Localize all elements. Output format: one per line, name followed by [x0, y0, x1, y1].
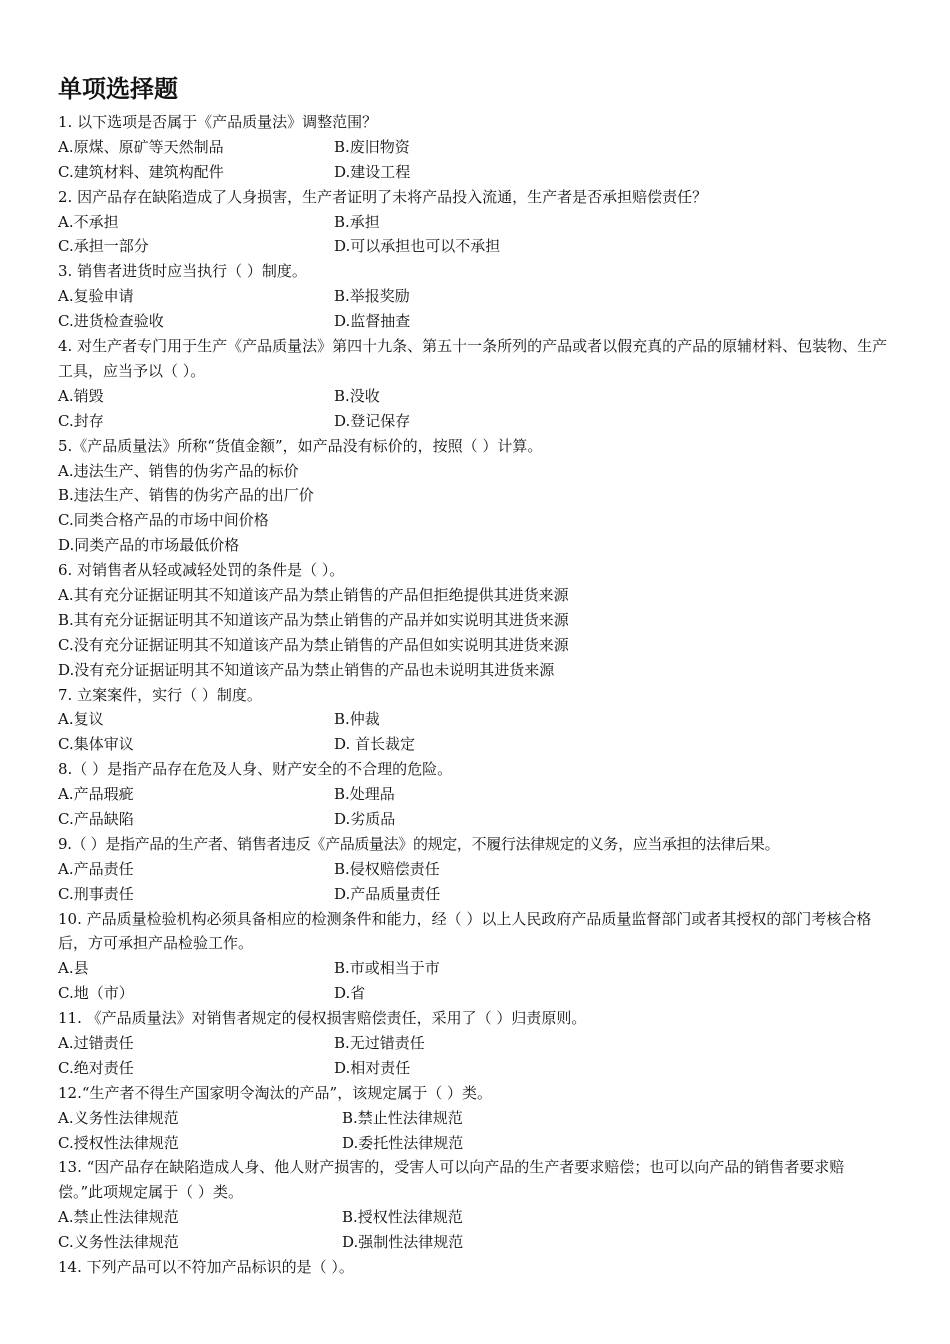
question-10-options-ab: [58, 956, 888, 981]
option-b: B.违法生产、销售的伪劣产品的出厂价: [58, 486, 314, 505]
question-10-options-cd: [58, 981, 888, 1006]
option-c: C.进货检查验收: [58, 312, 164, 331]
option-c: C.刑事责任: [58, 884, 134, 903]
question-10-stem: 10. 产品质量检验机构必须具备相应的检测条件和能力，经（ ）以上人民政府产品质量监督部门或者其授权的部门考核合格后，方可承担产品检验工作。: [58, 909, 872, 953]
question-5-stem: 5.《产品质量法》所称“货值金额”，如产品没有标价的，按照（ ）计算。: [58, 436, 543, 455]
option-a: A.县: [58, 959, 89, 978]
question-3-options-cd: [58, 309, 888, 334]
question-2-options-cd: [58, 234, 888, 259]
option-c: C.封存: [58, 411, 104, 430]
question-8-options-ab: [58, 782, 888, 807]
option-a: A.原煤、原矿等天然制品: [58, 137, 224, 156]
option-d: D. 首长裁定: [334, 735, 416, 754]
question-9-options-cd: [58, 882, 888, 907]
option-c: C.地（市）: [58, 984, 134, 1003]
option-b: B.没收: [334, 386, 380, 405]
option-d: D.可以承担也可以不承担: [334, 237, 501, 256]
question-3-options-ab: [58, 284, 888, 309]
question-sheet: [58, 70, 888, 1280]
question-13-options-cd: [58, 1230, 888, 1255]
question-8-options-cd: [58, 807, 888, 832]
question-4-options-ab: [58, 384, 888, 409]
option-b: B.废旧物资: [334, 137, 410, 156]
option-d: D.劣质品: [334, 809, 396, 828]
option-c: C.集体审议: [58, 735, 134, 754]
section-title: 单项选择题: [58, 75, 178, 103]
option-a: A.违法生产、销售的伪劣产品的标价: [58, 461, 299, 480]
option-c: C.绝对责任: [58, 1058, 134, 1077]
option-a: A.复议: [58, 710, 104, 729]
question-7-stem: 7. 立案案件，实行（ ）制度。: [58, 685, 262, 704]
option-c: C.产品缺陷: [58, 809, 134, 828]
option-c: C.授权性法律规范: [58, 1133, 179, 1152]
question-7-options-cd: [58, 732, 888, 757]
option-d: D.产品质量责任: [334, 884, 441, 903]
question-8-stem: 8.（ ）是指产品存在危及人身、财产安全的不合理的危险。: [58, 760, 453, 779]
option-a: A.不承担: [58, 212, 119, 231]
option-a: A.销毁: [58, 386, 104, 405]
option-a: A.义务性法律规范: [58, 1108, 179, 1127]
option-a: A.其有充分证据证明其不知道该产品为禁止销售的产品但拒绝提供其进货来源: [58, 585, 569, 604]
question-12-stem: 12.“生产者不得生产国家明令淘汰的产品”，该规定属于（ ）类。: [58, 1083, 492, 1102]
option-c: C.义务性法律规范: [58, 1233, 179, 1252]
option-c: C.承担一部分: [58, 237, 149, 256]
option-b: B.承担: [334, 212, 380, 231]
question-4-stem: 4. 对生产者专门用于生产《产品质量法》第四十九条、第五十一条所列的产品或者以假充真的产品的原辅材料、包装物、生产工具，应当予以（ ）。: [58, 337, 888, 380]
question-7-options-ab: [58, 707, 888, 732]
option-b: B.仲裁: [334, 710, 380, 729]
option-c: C.没有充分证据证明其不知道该产品为禁止销售的产品但如实说明其进货来源: [58, 635, 569, 654]
option-d: D.省: [334, 984, 366, 1003]
option-a: A.过错责任: [58, 1034, 134, 1053]
option-d: D.建设工程: [334, 162, 411, 181]
option-b: B.无过错责任: [334, 1034, 425, 1053]
option-b: B.其有充分证据证明其不知道该产品为禁止销售的产品并如实说明其进货来源: [58, 610, 569, 629]
option-a: A.产品责任: [58, 859, 134, 878]
question-12-options-ab: [58, 1106, 888, 1131]
question-12-options-cd: [58, 1131, 888, 1156]
option-a: A.产品瑕疵: [58, 785, 134, 804]
question-1-options-cd: [58, 160, 888, 185]
option-d: D.没有充分证据证明其不知道该产品为禁止销售的产品也未说明其进货来源: [58, 660, 555, 679]
question-11-options-ab: [58, 1031, 888, 1056]
option-d: D.同类产品的市场最低价格: [58, 536, 240, 555]
option-b: B.处理品: [334, 785, 395, 804]
option-b: B.举报奖励: [334, 287, 410, 306]
option-a: A.禁止性法律规范: [58, 1208, 179, 1227]
question-13-options-ab: [58, 1205, 888, 1230]
option-b: B.市或相当于市: [334, 959, 440, 978]
option-c: C.同类合格产品的市场中间价格: [58, 511, 269, 530]
option-d: D.委托性法律规范: [342, 1133, 464, 1152]
option-d: D.监督抽查: [334, 312, 411, 331]
question-6-stem: 6. 对销售者从轻或减轻处罚的条件是（ ）。: [58, 561, 345, 580]
question-9-stem: 9.（ ）是指产品的生产者、销售者违反《产品质量法》的规定，不履行法律规定的义务，应当承担的法律后果。: [58, 834, 780, 853]
option-a: A.复验申请: [58, 287, 134, 306]
question-2-options-ab: [58, 210, 888, 235]
question-9-options-ab: [58, 857, 888, 882]
option-b: B.禁止性法律规范: [342, 1108, 463, 1127]
option-d: D.登记保存: [334, 411, 411, 430]
question-3-stem: 3. 销售者进货时应当执行（ ）制度。: [58, 262, 307, 281]
option-b: B.侵权赔偿责任: [334, 859, 440, 878]
question-2-stem: 2. 因产品存在缺陷造成了人身损害，生产者证明了未将产品投入流通，生产者是否承担赔偿责任？: [58, 187, 708, 206]
question-1-options-ab: [58, 135, 888, 160]
question-11-stem: 11. 《产品质量法》对销售者规定的侵权损害赔偿责任，采用了（ ）归责原则。: [58, 1009, 587, 1028]
option-c: C.建筑材料、建筑构配件: [58, 162, 224, 181]
question-11-options-cd: [58, 1056, 888, 1081]
option-d: D.强制性法律规范: [342, 1233, 464, 1252]
question-4-options-cd: [58, 409, 888, 434]
question-14-stem: 14. 下列产品可以不符加产品标识的是（ ）。: [58, 1258, 354, 1277]
question-13-stem: 13. “因产品存在缺陷造成人身、他人财产损害的，受害人可以向产品的生产者要求赔偿；也可以向产品的销售者要求赔偿。”此项规定属于（ ）类。: [58, 1158, 845, 1202]
option-d: D.相对责任: [334, 1058, 411, 1077]
option-b: B.授权性法律规范: [342, 1208, 463, 1227]
question-1-stem: 1. 以下选项是否属于《产品质量法》调整范围？: [58, 113, 378, 131]
